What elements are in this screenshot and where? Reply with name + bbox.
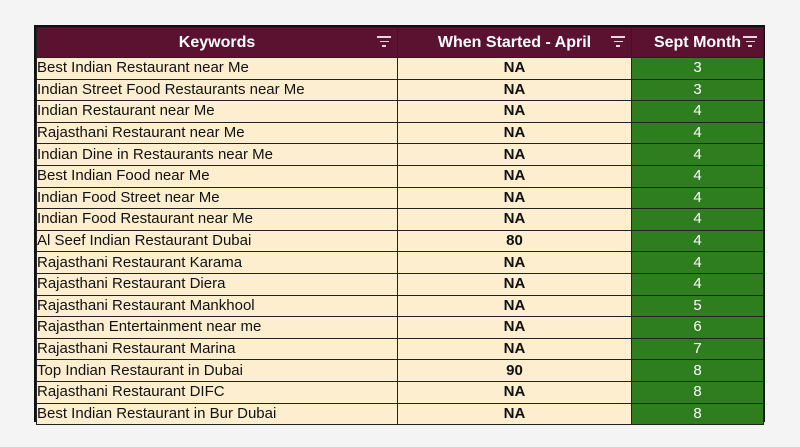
table-row	[37, 317, 764, 339]
april-rank-cell[interactable]: 90	[398, 360, 632, 382]
april-rank-cell[interactable]: NA	[398, 381, 632, 403]
sept-rank-cell[interactable]: 4	[632, 101, 764, 123]
april-rank-cell[interactable]: NA	[398, 101, 632, 123]
sept-rank-cell[interactable]: 7	[632, 338, 764, 360]
keyword-cell[interactable]: Indian Food Restaurant near Me	[37, 209, 398, 231]
table-row	[37, 338, 764, 360]
sept-rank-cell[interactable]: 5	[632, 295, 764, 317]
column-header-label: Keywords	[178, 33, 256, 51]
april-rank-cell[interactable]: NA	[398, 295, 632, 317]
april-rank-cell[interactable]: 80	[398, 230, 632, 252]
sept-rank-cell[interactable]: 4	[632, 165, 764, 187]
column-header-sept[interactable]	[632, 28, 764, 58]
keyword-cell[interactable]: Indian Food Street near Me	[37, 187, 398, 209]
april-rank-cell[interactable]: NA	[398, 165, 632, 187]
column-header-keywords[interactable]	[37, 28, 398, 58]
sept-rank-cell[interactable]: 4	[632, 252, 764, 274]
table-row	[37, 165, 764, 187]
sept-rank-cell[interactable]: 8	[632, 360, 764, 382]
april-rank-cell[interactable]: NA	[398, 187, 632, 209]
table-row	[37, 381, 764, 403]
sept-rank-cell[interactable]: 6	[632, 317, 764, 339]
table-row	[37, 101, 764, 123]
sept-rank-cell[interactable]: 4	[632, 273, 764, 295]
april-rank-cell[interactable]: NA	[398, 144, 632, 166]
table-row	[37, 209, 764, 231]
column-header-label: Sept Month	[653, 33, 742, 51]
sept-rank-cell[interactable]: 3	[632, 79, 764, 101]
table-row	[37, 58, 764, 80]
april-rank-cell[interactable]: NA	[398, 209, 632, 231]
sept-rank-cell[interactable]: 4	[632, 122, 764, 144]
table-row	[37, 273, 764, 295]
table-row	[37, 79, 764, 101]
keyword-ranking-table	[36, 27, 764, 425]
sept-rank-cell[interactable]: 4	[632, 209, 764, 231]
keyword-cell[interactable]: Best Indian Restaurant in Bur Dubai	[37, 403, 398, 425]
sept-rank-cell[interactable]: 8	[632, 403, 764, 425]
column-header-april[interactable]	[398, 28, 632, 58]
filter-icon[interactable]	[377, 36, 391, 48]
table-row	[37, 295, 764, 317]
table-row	[37, 252, 764, 274]
table-row	[37, 403, 764, 425]
header-row	[37, 28, 764, 58]
table-row	[37, 187, 764, 209]
keyword-cell[interactable]: Rajasthani Restaurant Marina	[37, 338, 398, 360]
column-header-label: When Started - April	[437, 33, 592, 51]
keyword-cell[interactable]: Best Indian Food near Me	[37, 165, 398, 187]
april-rank-cell[interactable]: NA	[398, 338, 632, 360]
keyword-cell[interactable]: Rajasthani Restaurant Mankhool	[37, 295, 398, 317]
keyword-cell[interactable]: Indian Dine in Restaurants near Me	[37, 144, 398, 166]
april-rank-cell[interactable]: NA	[398, 403, 632, 425]
sept-rank-cell[interactable]: 4	[632, 187, 764, 209]
filter-icon[interactable]	[743, 36, 757, 48]
sept-rank-cell[interactable]: 8	[632, 381, 764, 403]
april-rank-cell[interactable]: NA	[398, 122, 632, 144]
keyword-cell[interactable]: Top Indian Restaurant in Dubai	[37, 360, 398, 382]
keyword-cell[interactable]: Rajasthani Restaurant Karama	[37, 252, 398, 274]
filter-icon[interactable]	[611, 36, 625, 48]
april-rank-cell[interactable]: NA	[398, 58, 632, 80]
sept-rank-cell[interactable]: 3	[632, 58, 764, 80]
keyword-cell[interactable]: Rajasthani Restaurant near Me	[37, 122, 398, 144]
keyword-cell[interactable]: Rajasthani Restaurant Diera	[37, 273, 398, 295]
keyword-cell[interactable]: Indian Restaurant near Me	[37, 101, 398, 123]
keyword-cell[interactable]: Rajasthani Restaurant DIFC	[37, 381, 398, 403]
april-rank-cell[interactable]: NA	[398, 317, 632, 339]
keyword-cell[interactable]: Best Indian Restaurant near Me	[37, 58, 398, 80]
table-row	[37, 122, 764, 144]
keyword-ranking-table-frame	[34, 25, 765, 422]
sept-rank-cell[interactable]: 4	[632, 230, 764, 252]
table-row	[37, 144, 764, 166]
keyword-cell[interactable]: Al Seef Indian Restaurant Dubai	[37, 230, 398, 252]
april-rank-cell[interactable]: NA	[398, 79, 632, 101]
table-row	[37, 360, 764, 382]
sept-rank-cell[interactable]: 4	[632, 144, 764, 166]
keyword-cell[interactable]: Indian Street Food Restaurants near Me	[37, 79, 398, 101]
keyword-cell[interactable]: Rajasthan Entertainment near me	[37, 317, 398, 339]
table-row	[37, 230, 764, 252]
april-rank-cell[interactable]: NA	[398, 252, 632, 274]
april-rank-cell[interactable]: NA	[398, 273, 632, 295]
